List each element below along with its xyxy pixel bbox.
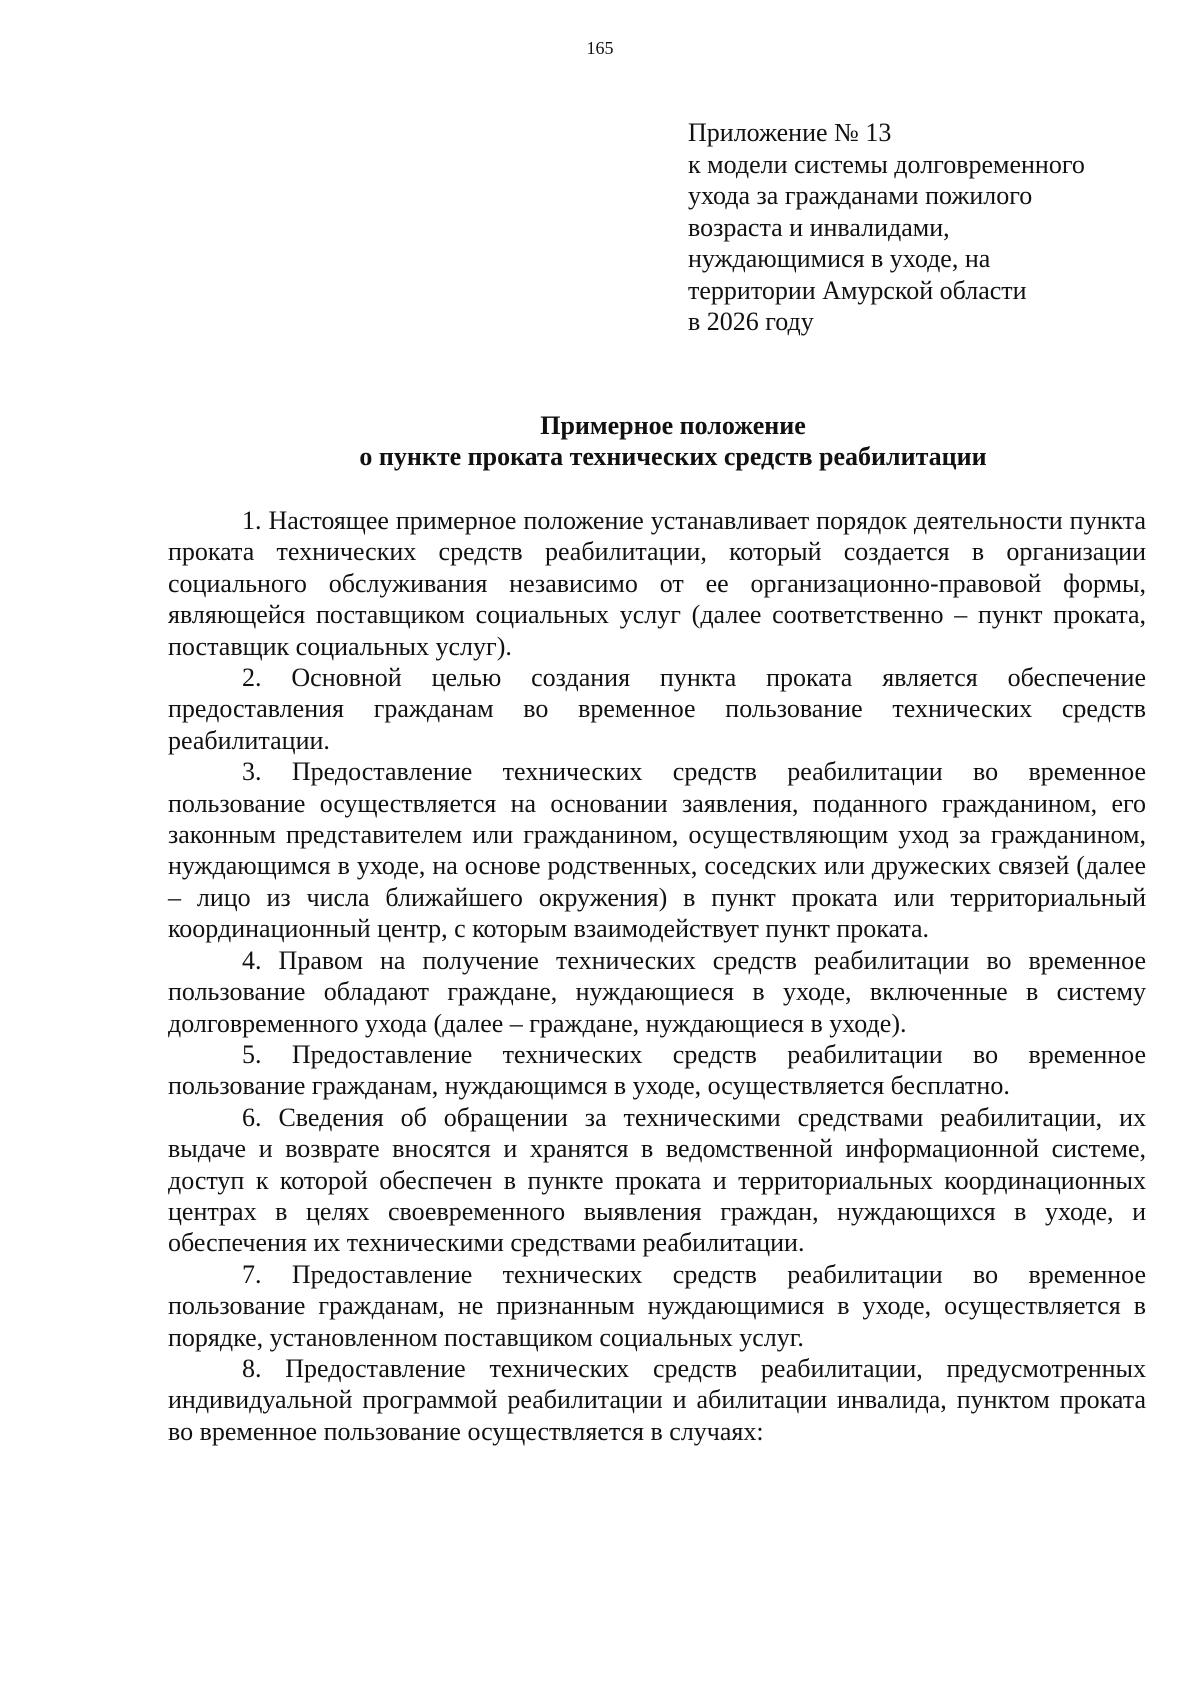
paragraph <box>168 662 1146 756</box>
appendix-line: ухода за гражданами пожилого <box>688 181 1033 210</box>
document-body <box>168 505 1146 1447</box>
paragraph <box>168 756 1146 944</box>
paragraph-text: Правом на получение технических средств реабилитации во временное пользование обладают граждане, нуждающиеся в уходе, включенные в систему долговременного ухода (далее – граждане, нуждающиеся в уходе). <box>168 945 1147 1038</box>
title-line-2: о пункте проката технических средств реабилитации <box>359 442 987 471</box>
paragraph-text: Предоставление технических средств реабилитации во временное пользование осуществляется на основании заявления, поданного гражданином, его законным представителем или гражданином, осуществляющим уход за гражданином, нуждающимся в уходе, на основе родственных, соседских или дружеских связей (далее – лицо из числа ближайшего окружения) в пункт проката или территориальный координационный центр, с которым взаимодействует пункт проката. <box>168 757 1147 944</box>
paragraph-number: 3. <box>242 757 262 787</box>
paragraph-number: 1. <box>242 506 262 535</box>
paragraph-number: 5. <box>242 1039 262 1069</box>
appendix-line: возраста и инвалидами, <box>688 212 950 242</box>
paragraph-number: 7. <box>242 1259 262 1289</box>
paragraph <box>168 1353 1146 1447</box>
paragraph-text: Основной целью создания пункта проката является обеспечение предоставления гражданам во временное пользование технических средств реабилитации. <box>168 663 1147 755</box>
paragraph-text: Сведения об обращении за техническими средствами реабилитации, их выдаче и возврате вносятся и хранятся в ведомственной информационной системе, доступ к которой обеспечен в пункте проката и территориальных координационных центрах в целях своевременного выявления граждан, нуждающихся в уходе, и обеспечения их техническими средствами реабилитации. <box>168 1102 1147 1258</box>
paragraph-number: 2. <box>242 663 262 693</box>
appendix-line: нуждающимися в уходе, на <box>688 244 991 273</box>
paragraph-number: 8. <box>242 1353 262 1383</box>
appendix-line: территории Амурской области <box>688 275 1027 305</box>
appendix-header <box>688 117 1158 338</box>
paragraph-text: Предоставление технических средств реабилитации, предусмотренных индивидуальной программой реабилитации и абилитации инвалида, пунктом проката во временное пользование осуществляется в случаях: <box>168 1353 1146 1446</box>
paragraph <box>168 1039 1146 1102</box>
paragraph-text: Настоящее примерное положение устанавливает порядок деятельности пункта проката технических средств реабилитации, который создается в организации социального обслуживания независимо от ее организационно-правовой формы, являющейся поставщиком социальных услуг (далее соответственно – пункт проката, поставщик социальных услуг). <box>168 506 1146 661</box>
paragraph-number: 4. <box>242 945 262 975</box>
appendix-line: к модели системы долговременного <box>688 149 1085 179</box>
paragraph-number: 6. <box>242 1102 262 1132</box>
paragraph <box>168 1259 1146 1353</box>
paragraph-text: Предоставление технических средств реабилитации во временное пользование гражданам, не признанным нуждающимися в уходе, осуществляется в порядке, установленном поставщиком социальных услуг. <box>168 1259 1147 1352</box>
appendix-line: в 2026 году <box>688 307 814 336</box>
page-number: 165 <box>586 38 614 58</box>
document-title <box>168 410 1178 472</box>
paragraph-text: Предоставление технических средств реабилитации во временное пользование гражданам, нуждающимся в уходе, осуществляется бесплатно. <box>168 1039 1147 1101</box>
paragraph <box>168 1102 1146 1259</box>
appendix-line: Приложение № 13 <box>688 118 892 147</box>
paragraph <box>168 945 1146 1039</box>
paragraph <box>168 505 1146 662</box>
title-line-1: Примерное положение <box>540 411 806 440</box>
